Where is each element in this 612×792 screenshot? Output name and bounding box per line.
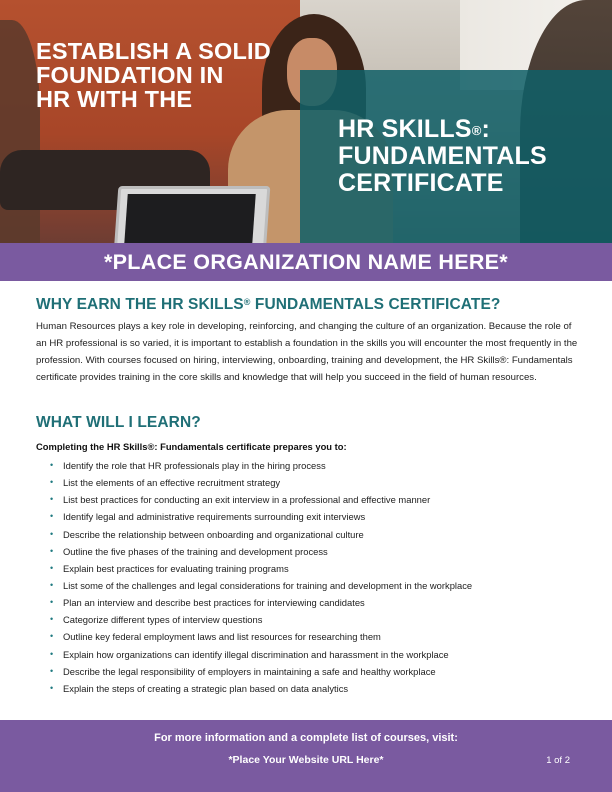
hero-headline	[36, 39, 306, 111]
learning-outcomes-list	[36, 457, 584, 697]
bullet-icon: •	[50, 597, 54, 608]
list-item-text: Outline key federal employment laws and list resources for researching them	[63, 631, 381, 643]
bullet-icon: •	[50, 648, 54, 659]
list-item	[36, 457, 584, 474]
list-item-text: List some of the challenges and legal considerations for training and development in the workplace	[63, 579, 473, 591]
list-item	[36, 577, 584, 594]
bullet-icon: •	[50, 460, 54, 470]
bullet-icon: •	[50, 631, 54, 642]
why-section-title	[36, 296, 500, 314]
list-item	[36, 611, 584, 628]
why-section-body: Human Resources plays a key role in developing, reinforcing, and changing the culture of an organization. Because the role of an HR professional is so varied, it is important to establish a foundation in the skills you will encounter the most frequently in the profession. With courses focused on hiring, interviewing, onboarding, training and development, the HR Skills®: Fundamentals certificate provides training in the core skills and knowledge that will help you succeed in the field of human resources.	[36, 321, 578, 383]
learn-section-title: WHAT WILL I LEARN?	[36, 414, 201, 431]
list-item-text: List best practices for conducting an exit interview in a professional and effective manner	[63, 494, 431, 506]
bullet-icon: •	[50, 528, 54, 539]
registered-mark: ®	[471, 123, 482, 138]
list-item-text: List the elements of an effective recruitment strategy	[63, 477, 281, 489]
organization-name-placeholder: *PLACE ORGANIZATION NAME HERE*	[104, 249, 508, 274]
bullet-icon: •	[50, 477, 54, 488]
footer	[0, 720, 612, 792]
certificate-title-line3: CERTIFICATE	[338, 169, 504, 197]
list-item	[36, 680, 584, 697]
list-item	[36, 594, 584, 611]
certificate-title	[338, 116, 608, 197]
bullet-icon: •	[50, 665, 54, 676]
bullet-icon: •	[50, 511, 54, 522]
list-item-text: Outline the five phases of the training and development process	[63, 545, 328, 557]
learn-section-lead: Completing the HR Skills®: Fundamentals certificate prepares you to:	[36, 441, 347, 452]
registered-mark: ®	[243, 297, 251, 307]
list-item	[36, 663, 584, 680]
hero-photo-laptop-screen	[124, 194, 255, 243]
why-title-post: FUNDAMENTALS CERTIFICATE?	[250, 296, 501, 313]
bullet-icon: •	[50, 682, 54, 693]
list-item	[36, 526, 584, 543]
why-title-pre: WHY EARN THE HR SKILLS	[36, 296, 244, 313]
list-item-text: Explain best practices for evaluating training programs	[63, 562, 289, 574]
hero-headline-line: HR WITH THE	[36, 86, 193, 112]
list-item-text: Describe the legal responsibility of employers in maintaining a safe and healthy workplace	[63, 665, 436, 677]
hero-headline-line: FOUNDATION IN	[36, 62, 224, 88]
list-item-text: Explain the steps of creating a strategic plan based on data analytics	[63, 682, 349, 694]
page-number: 1 of 2	[546, 755, 570, 766]
list-item	[36, 491, 584, 508]
certificate-title-colon: :	[481, 115, 491, 143]
list-item-text: Describe the relationship between onboarding and organizational culture	[63, 528, 364, 540]
list-item-text: Categorize different types of interview questions	[63, 614, 263, 626]
list-item-text: Plan an interview and describe best practices for interviewing candidates	[63, 597, 365, 609]
list-item	[36, 646, 584, 663]
organization-name-banner	[0, 243, 612, 281]
bullet-icon: •	[50, 494, 54, 505]
footer-info-text: For more information and a complete list of courses, visit:	[154, 732, 458, 744]
website-url-placeholder[interactable]: *Place Your Website URL Here*	[228, 754, 384, 766]
list-item-text: Explain how organizations can identify illegal discrimination and harassment in the workplace	[63, 648, 449, 660]
list-item	[36, 560, 584, 577]
hero-headline-line: ESTABLISH A SOLID	[36, 38, 271, 64]
bullet-icon: •	[50, 545, 54, 556]
certificate-title-text: HR SKILLS	[338, 115, 472, 143]
bullet-icon: •	[50, 614, 54, 625]
list-item	[36, 628, 584, 645]
hero-banner	[0, 0, 612, 243]
list-item	[36, 508, 584, 525]
bullet-icon: •	[50, 562, 54, 573]
bullet-icon: •	[50, 579, 54, 590]
list-item	[36, 543, 584, 560]
list-item-text: Identify legal and administrative requirements surrounding exit interviews	[63, 511, 366, 523]
certificate-title-line1	[338, 116, 608, 143]
list-item-text: Identify the role that HR professionals play in the hiring process	[63, 460, 326, 471]
certificate-title-line2: FUNDAMENTALS	[338, 142, 547, 170]
list-item	[36, 474, 584, 491]
